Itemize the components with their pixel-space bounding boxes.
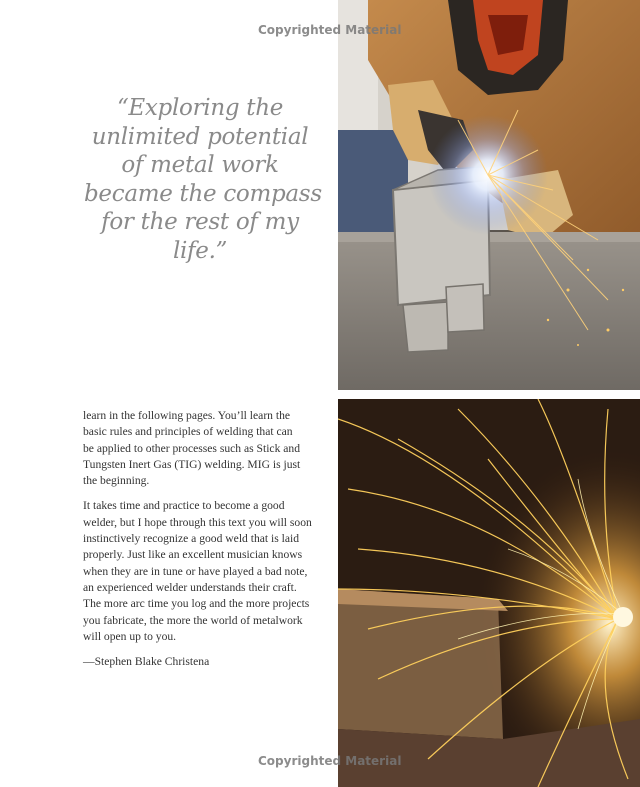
text-line: you fabricate, the more the world of metalwork — [83, 613, 303, 627]
paragraph-2 — [83, 498, 328, 645]
text-line: the beginning. — [83, 474, 150, 488]
text-line: be applied to other processes such as Stick and — [83, 441, 301, 455]
copyright-watermark: Copyrighted Material — [258, 23, 402, 37]
sparks-photo-illustration — [338, 399, 640, 787]
text-line: The more arc time you log and the more projects — [83, 597, 310, 611]
quote-line: unlimited potential — [91, 123, 309, 150]
author-signature: —Stephen Blake Christena — [83, 655, 210, 669]
text-line: It takes time and practice to become a good — [83, 499, 285, 513]
text-line: will open up to you. — [83, 629, 177, 643]
welder-photo-illustration — [338, 0, 640, 390]
text-line: learn in the following pages. You’ll learn the — [83, 409, 291, 422]
paragraph-1 — [83, 408, 328, 489]
quote-line: became the compass — [84, 180, 322, 207]
body-text — [83, 408, 328, 679]
text-line: when they are in tune or have played a bad note, — [83, 564, 308, 578]
quote-line: “Exploring the — [116, 95, 284, 121]
quote-line: life.” — [172, 237, 228, 264]
text-line: instinctively recognize a good weld that is laid — [83, 532, 300, 546]
text-line: basic rules and principles of welding that can — [83, 425, 293, 439]
pull-quote — [84, 94, 322, 265]
text-line: properly. Just like an excellent musician knows — [83, 548, 303, 562]
copyright-watermark: Copyrighted Material — [258, 754, 402, 768]
text-line: Tungsten Inert Gas (TIG) welding. MIG is just — [83, 457, 301, 471]
text-line: welder, but I hope through this text you will soon — [83, 515, 312, 529]
quote-line: of metal work — [121, 152, 279, 178]
quote-line: for the rest of my — [101, 209, 299, 235]
sparks-photo — [338, 399, 640, 787]
welder-photo — [338, 0, 640, 390]
text-line: an experienced welder understands their craft. — [83, 580, 297, 594]
